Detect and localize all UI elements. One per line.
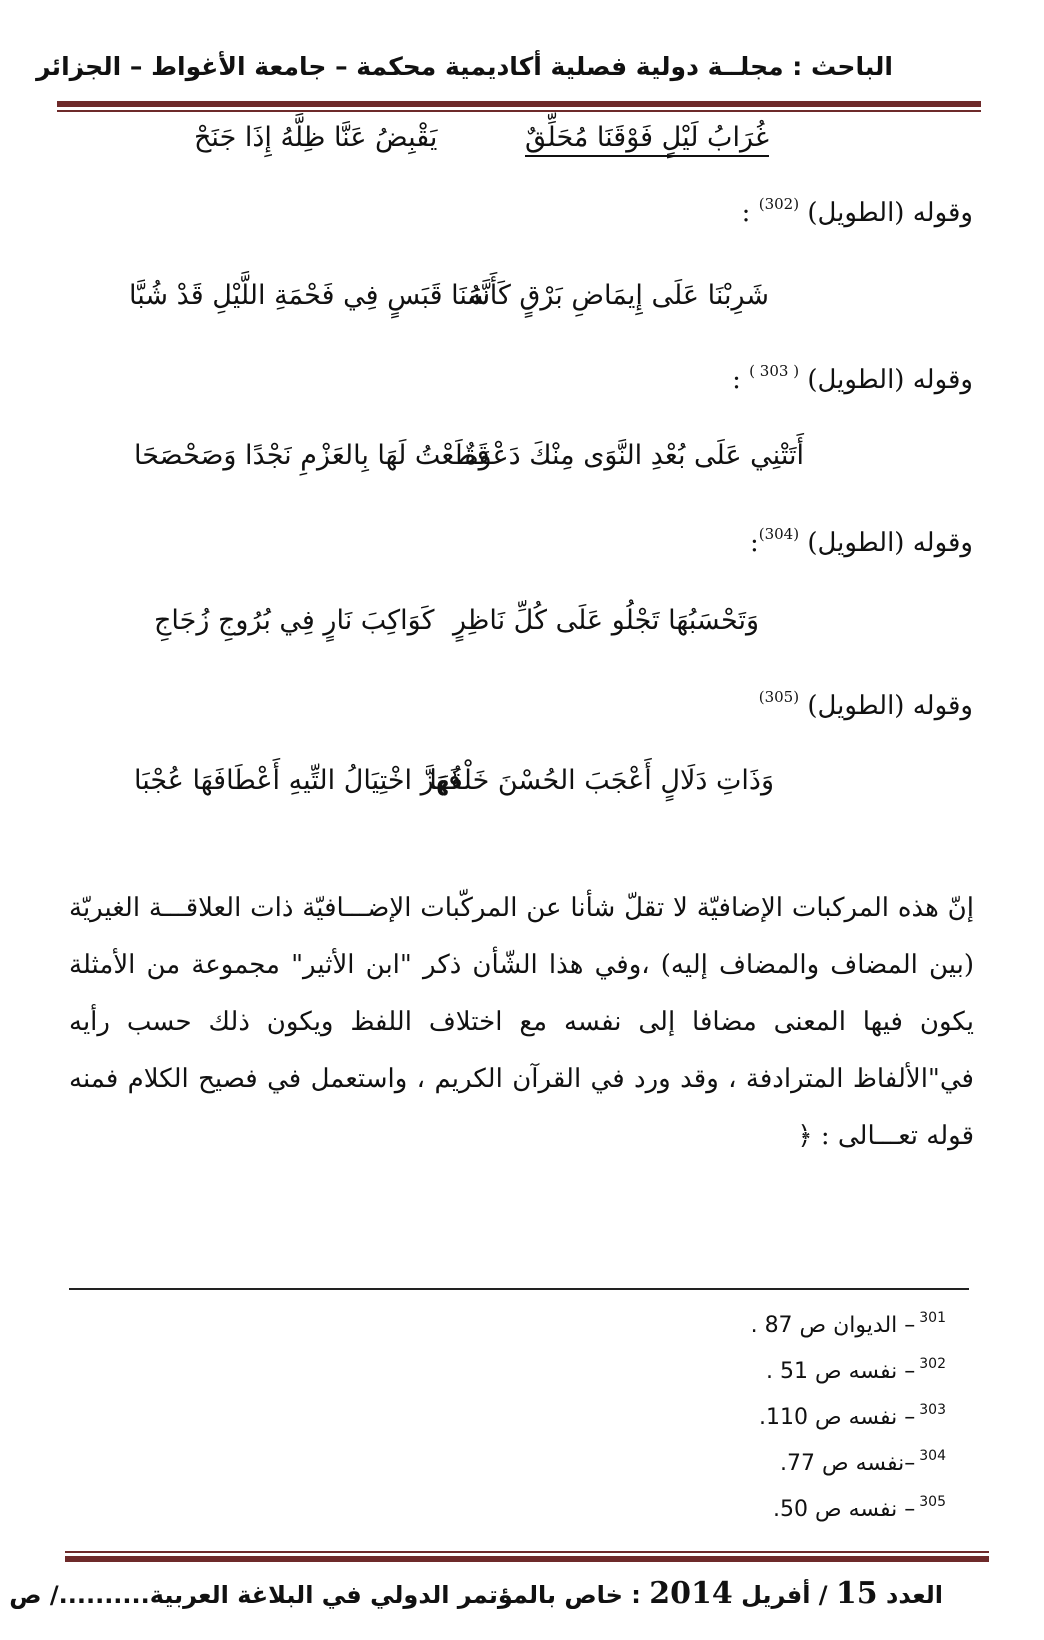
footnote-ref-304: (304) [759, 525, 801, 543]
verse-1 [60, 122, 980, 172]
footnote-301: $^{301}$– الديوان ص 87 . [751, 1310, 947, 1338]
running-footer: العدد 15 / أفريل 2014 : خاص بالمؤتمر الدولي في البلاغة العربية........../ ص [90, 1576, 944, 1611]
footnote-ref-305: (305) [759, 688, 801, 706]
verse-5 [60, 765, 980, 815]
verse-2 [60, 280, 980, 330]
footnote-number: 301 [920, 1310, 947, 1326]
issue-month: أفريل [742, 1581, 812, 1609]
footnote-305: $^{305}$– نفسه ص 50. [774, 1494, 947, 1522]
footnote-303: $^{303}$– نفسه ص 110. [760, 1402, 947, 1430]
footnote-number: 304 [920, 1448, 947, 1464]
footer-rule-thick [66, 1556, 990, 1562]
verse-5-hemistich-2: فَهَزَّ اخْتِيَالُ التِّيهِ أَعْطَافَهَا عُجْبَا [135, 765, 462, 796]
verse-5-hemistich-1: وَذَاتِ دَلَالٍ أَعْجَبَ الحُسْنَ خَلْقُهَا [430, 765, 775, 796]
footnote-302: $^{302}$– نفسه ص 51 . [767, 1356, 947, 1384]
verse-4-hemistich-1: وَتَحْسَبُهَا تَجْلُو عَلَى كُلِّ نَاظِرٍ [453, 605, 760, 636]
footnote-number: 303 [920, 1402, 947, 1418]
verse-intro-305: وقوله (الطويل) $^{(305)}$ [759, 688, 974, 721]
header-rule-thin [58, 110, 982, 112]
verse-3 [60, 440, 980, 490]
verse-intro-304: وقوله (الطويل) $^{(304)}$: [750, 525, 974, 558]
footnote-number: 302 [920, 1356, 947, 1372]
running-header: الباحث : مجلــة دولية فصلية أكاديمية محكمة – جامعة الأغواط – الجزائر [37, 52, 894, 81]
issue-year: 2014 [650, 1576, 734, 1611]
issue-label: العدد [887, 1581, 944, 1609]
body-paragraph: إنّ هذه المركبات الإضافيّة لا تقلّ شأنا عن المركّبات الإضـــافيّة ذات العلاقـــة الغيريّة (بين المضاف والمضاف إليه) ،وفي هذا الشّأن ذكر "ابن الأثير" مجموعة من الأمثلة يكون فيها المعنى مضافا إلى نفسه مع اختلاف اللفظ ويكون ذلك حسب رأيه في"الألفاظ المترادفة ، وقد ورد في القرآن الكريم ، واستعمل في فصيح الكلام فمنه قوله تعـــالى : ﴿ [70, 893, 975, 1151]
footnote-304: $^{304}$–نفسه ص 77. [781, 1448, 947, 1476]
footnote-ref-303: ( 303 ) [750, 362, 801, 380]
verse-1-hemistich-2: يَقْبِضُ عَنَّا ظِلَّهُ إِذَا جَنَحْ [195, 122, 439, 153]
verse-3-hemistich-1: أَتَتْنِي عَلَى بُعْدِ النَّوَى مِنْكَ دَعْوَةٌ [465, 440, 805, 471]
verse-2-hemistich-2: سَنَا قَبَسٍ فِي فَحْمَةِ اللَّيْلِ قَدْ شُبَّا [130, 280, 492, 311]
issue-number: 15 [836, 1576, 879, 1611]
verse-1-underlined: غُرَابُ لَيْلٍ فَوْقَنَا مُحَلِّقٌ [526, 122, 770, 157]
verse-intro-302: وقوله (الطويل) $^{(302)}$ : [742, 195, 974, 228]
verse-4-hemistich-2: كَوَاكِبَ نَارٍ فِي بُرُوجِ زُجَاجِ [155, 605, 436, 636]
verse-4 [60, 605, 980, 655]
footer-rule-thin [66, 1551, 990, 1553]
header-rule-thick [58, 101, 982, 107]
footnote-ref-302: (302) [759, 195, 801, 213]
verse-3-hemistich-2: قَطَعْتُ لَهَا بِالعَزْمِ نَجْدًا وَصَحْصَحَا [135, 440, 491, 471]
verse-2-hemistich-1: شَرِبْنَا عَلَى إِيمَاضِ بَرْقٍ كَأَنَّهُ [468, 280, 770, 311]
verse-1-hemistich-1 [526, 122, 770, 153]
footnote-number: 305 [920, 1494, 947, 1510]
conference-note: : خاص بالمؤتمر الدولي في البلاغة العربية........../ ص [1, 1581, 651, 1609]
footnote-separator [70, 1288, 970, 1290]
verse-intro-303: وقوله (الطويل) $^{( 303 )}$ : [733, 362, 974, 395]
